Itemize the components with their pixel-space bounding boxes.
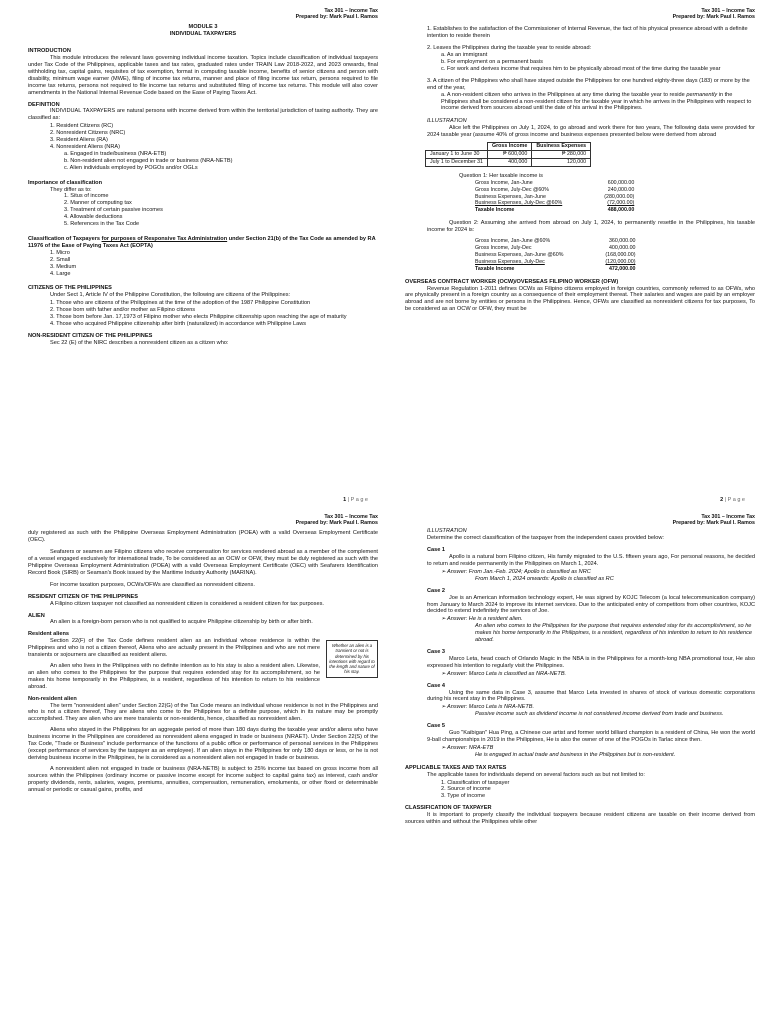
case-text: Marco Leta, head coach of Orlando Magic in the NBA is in the Philippines for a month-long NBA promotional tour, He also expressed his intention to regularly visit the Philippines.	[427, 655, 755, 669]
page-header	[615, 8, 755, 20]
page-header	[238, 514, 378, 526]
list-item: 1. Micro	[50, 249, 70, 256]
list-item: 1. Situs of income	[64, 193, 109, 200]
header-author: Prepared by: Mark Paul I. Ramos	[672, 14, 755, 21]
table-row: Gross Income, Jan-June @60% 360,000.00	[475, 238, 636, 245]
table-row: Business Expenses, July-Dec (120,000.00)	[475, 258, 636, 265]
ofw-heading: OVERSEAS CONTRACT WORKER (OCW)/OVERSEAS FILIPINO WORKER (OFW)	[405, 278, 619, 285]
illustration-heading: ILLUSTRATION	[427, 528, 467, 535]
nonresident-alien-text-2: Aliens who stayed in the Philippines for an aggregate period of more than 180 days during the taxable year and/or aliens who have business income in the Philippines are considered as nonresident aliens engaged in trade or business (NRAET). Under Section 22(S) of the Tax Code, "Trade or Business" include performance of the functions of a public office or performance of personal services in the Philippines (except performance of services by the taxpayer as an employee). If an alien stays in the Philippines for only 180 days or less, or he is not deriving business income in the Philippines, he is considered as a nonresident alien not engaged in trade or business.	[28, 727, 378, 761]
table-row: Gross Income, July-Dec 400,000.00	[475, 244, 636, 251]
header-course: Tax 301 – Income Tax	[324, 8, 378, 14]
table-row: Business Expenses, July-Dec @60% (72,000.00)	[475, 200, 635, 207]
list-item: 4. Allowable deductions	[64, 214, 123, 221]
resident-citizen-heading: RESIDENT CITIZEN OF THE PHILIPPINES	[28, 593, 139, 600]
header-course: Tax 301 – Income Tax	[701, 8, 755, 14]
list-item: 2. Small	[50, 256, 71, 263]
citizens-heading: CITIZENS OF THE PHILIPPINES	[28, 285, 112, 292]
sidebar-note: Whether an alien is a transient or not is determined by his intentions with regard to the length and nature of his stay.	[326, 640, 378, 677]
continued-text: duly registered as such with the Philippine Overseas Employment Administration (POEA) with a valid Overseas Employment Certificate (OEC).	[28, 530, 378, 544]
page-header	[238, 8, 378, 20]
header-course: Tax 301 – Income Tax	[324, 514, 378, 520]
module-number: MODULE 3	[188, 24, 218, 31]
nrc-heading: NON-RESIDENT CITIZEN OF THE PHILIPPINES	[28, 332, 153, 339]
document-page-1	[28, 8, 378, 508]
list-item: 3. A citizen of the Philippines who shall have stayed outside the Philippines for one hundred eighty-three days (183) or more by the end of the year,	[427, 77, 750, 91]
list-item: 3. Treatment of certain passive incomes	[64, 207, 163, 214]
table-row: Taxable Income 472,000.00	[475, 265, 636, 272]
illustration-text: Alice left the Philippines on July 1, 2024, to go abroad and work there for two years, The following data were provided for 2024 taxable year (assume 40% of gross income and business expenses presented below were derived from abroad	[427, 125, 755, 139]
question-1-computation	[473, 180, 636, 215]
taxpayer-class-list	[28, 123, 378, 171]
table-row: Taxable Income 488,000.00	[475, 207, 635, 214]
list-subitem: c. For work and derives income that requires him to be physically abroad most of the time during the taxable year	[441, 65, 721, 72]
case-text: Guo "Kaibigan" Hua Ping, a Chinese cue artist and former world billiard champion is a resident of China, He won the world 9-ball championships in 2019 in the Philippines, He is also the owner of one of the POGOs in Tarlac since then.	[427, 730, 755, 743]
header-author: Prepared by: Mark Paul I. Ramos	[295, 14, 378, 21]
case-answer: ➢ Answer: He is a resident alien.	[441, 616, 523, 623]
list-item: 1. Those who are citizens of the Philippines at the time of the adoption of the 1987 Philippine Constitution	[50, 300, 311, 307]
list-item: 2. Nonresident Citizens (NRC)	[50, 130, 126, 137]
list-item: 2. Manner of computing tax	[64, 200, 132, 207]
case-answer: ➢ Answer: Marco Leta is classified as NRA-NETB.	[441, 670, 567, 677]
importance-list	[28, 193, 378, 228]
list-item: 5. References in the Tax Code	[64, 221, 140, 228]
citizens-list	[28, 300, 378, 328]
list-subitem: c. Alien individuals employed by POGOs and/or OGLs	[64, 164, 198, 171]
list-subitem: b. For employment on a permanent basis	[441, 59, 543, 66]
seafarers-text: Seafarers or seamen are Filipino citizens who receive compensation for services rendered abroad as a member of the complement of a vessel engaged exclusively for international trade, To be considered as an OCW or OFW, they must be duly registered as such with the Philippine Overseas Employment Administration (POEA) with a valid Overseas Employment Certificate (OEC) with Seafarers Identification Record Book (SIRB) or Seaman's Book issued by the Maritime Industry Authority (MARINA).	[28, 549, 378, 576]
list-subitem: a. As an immigrant	[441, 52, 488, 59]
list-item: 1. Establishes to the satisfaction of the Commissioner of Internal Revenue, the fact of his physical presence abroad with a definite intention to reside therein	[427, 26, 748, 40]
header-author: Prepared by: Mark Paul I. Ramos	[295, 520, 378, 527]
list-item: 4. Those who acquired Philippine citizenship after birth (naturalized) in accordance with Philippine Laws	[50, 320, 307, 327]
case-title: Case 1	[427, 547, 446, 554]
case-title: Case 2	[427, 587, 446, 594]
header-author: Prepared by: Mark Paul I. Ramos	[672, 520, 755, 527]
document-page-4	[405, 514, 755, 1014]
case-answer-detail: An alien who comes to the Philippines for the purpose that requires extended stay for its accomplishment, so he makes his home temporarily in the Philippines, is a resident, regardless of his intention to return to his residence abroad.	[475, 623, 753, 644]
case-text: Apollo is a natural born Filipino citizen, His family migrated to the U.S. fifteen years ago, For personal reasons, he decided to return and reside permanently in the Philippines on March 1, 2024.	[427, 554, 755, 568]
table-row: Gross Income, July-Dec @60% 240,000.00	[475, 186, 635, 193]
case-title: Case 3	[427, 649, 446, 655]
illustration-text: Determine the correct classification of the taxpayer from the independent cases provided below:	[427, 535, 664, 542]
definition-text: INDIVIDUAL TAXPAYERS are natural persons with income derived from within the territorial jurisdiction of taxing authority. They are classified as:	[28, 108, 378, 122]
header-course: Tax 301 – Income Tax	[701, 514, 755, 520]
document-page-3	[28, 514, 378, 1014]
question-2-computation	[473, 238, 637, 273]
table-row: Business Expenses, Jan-June (280,000.00)	[475, 193, 635, 200]
list-item: 1. Classification of taxpayer	[441, 779, 510, 786]
alien-text: An alien is a foreign-born person who is not qualified to acquire Philippine citizenship by birth or after birth.	[50, 619, 313, 626]
classification-of-taxpayer-text: It is important to properly classify the individual taxpayers because resident citizens are taxable on their income derived from sources within and without the Philippines while other	[405, 812, 755, 826]
list-item: 3. Resident Aliens (RA)	[50, 137, 108, 144]
case-answer: ➢ Answer: Marco Leta is NRA-NETB.	[441, 704, 535, 711]
question-1: Question 1: Her taxable income is	[459, 172, 543, 179]
nrc-text: Sec 22 (E) of the NIRC describes a nonresident citizen as a citizen who:	[50, 339, 229, 346]
resident-aliens-text: Section 22(F) of the Tax Code defines resident alien as an individual whose residence is within the Philippines and who is not a citizen thereof, Aliens who are actually present in the Philippines and who are not mere transients or sojourners are classified as resident aliens.	[28, 638, 320, 659]
importance-intro: They differ as to:	[50, 186, 92, 193]
applicable-taxes-text: The applicable taxes for individuals depend on several factors such as but not limited to:	[427, 771, 645, 778]
list-item: 1. Resident Citizens (RC)	[50, 123, 114, 130]
intro-heading: INTRODUCTION	[28, 48, 71, 55]
case-answer-detail: Passive income such as dividend income is not considered income derived from trade and business.	[475, 711, 724, 718]
table-row: Business Expenses, Jan-June @60% (168,000.00)	[475, 251, 636, 258]
illustration-heading: ILLUSTRATION	[427, 118, 467, 125]
list-item: 4. Nonresident Aliens (NRA)	[50, 144, 120, 150]
case-answer-detail: From March 1, 2024 onwards: Apollo is classified as RC	[475, 575, 614, 582]
page-footer: 1 | P a g e	[343, 497, 368, 504]
table-row: July 1 to December 31 400,000 120,000	[426, 158, 591, 166]
page-header	[615, 514, 755, 526]
question-2: Question 2: Assuming she arrived from abroad on July 1, 2024, to permanently resettle in the Philippines, his taxable income for 2024 is:	[427, 220, 755, 234]
ofw-text: Revenue Regulation 1-2011 defines OCWs as Filipino citizens employed in foreign countries, commonly referred to as OFWs, who are physically present in a foreign country as a consequence of their employment thereat. Their salaries and wages are paid by an employer abroad and are not borne by entities or persons in the Philippines. Hence, OFWs are classified as nonresident citizens for tax purposes, To be considered as an OCW or OFW, they must be	[405, 285, 755, 313]
intro-text: This module introduces the relevant laws governing individual income taxation. Topics include classification of individual taxpayers under Tax Code of the Philippines, applicable taxes and tax rates, graduated rates under TRAIN Law 2018-2022, and 2023 onwards, final withholding tax, capital gains, requisites of tax exemption, format in computing taxable income, benefits of senior citizens and person with disability, minimum wage earner (MWE), filing of income tax returns, manner and place of filing income tax return, persons required to file income tax returns, persons not required to file income tax returns and substituted filing of income tax returns. This module will also cover amendments in the National Internal Revenue Code based on the Ease of Paying Taxes Act.	[28, 55, 378, 96]
table-row: January 1 to June 30 ₱ 600,000 ₱ 280,000	[426, 151, 591, 159]
page-footer: 2 | P a g e	[720, 497, 745, 504]
case-text: Joe is an American information technology expert, He was signed by KOJC Telecom (a local telecommunication company) from January to March 2024 to improve its internet services. Due to the anticipated entry of competitors from other countries, KOJC decided to extend indefinitely the services of Joe.	[427, 594, 755, 615]
resident-aliens-text-2: An alien who lives in the Philippines with no definite intention as to his stay is also a resident alien. Likewise, an alien who comes to the Philippines for the purpose that requires extended stay for its accomplishment, so he makes his home temporarily in the Philippines, is a resident, regardless of his intention to return to his residence abroad.	[28, 663, 320, 690]
classification-of-taxpayer-heading: CLASSIFICATION OF TAXPAYER	[405, 805, 492, 812]
case-title: Case 4	[427, 682, 446, 689]
list-item: 2. Leaves the Philippines during the taxable year to reside abroad:	[427, 45, 592, 52]
list-item: 2. Those born with father and/or mother as Filipino citizens	[50, 307, 196, 314]
list-subitem: a. A non-resident citizen who arrives in the Philippines at any time during the taxable year to reside permanently in the Philippines shall be considered a non-resident citizen for the taxable year in which he arrives in the Philippines with respect to income derived from sources abroad until the date of his arrival in the Philippines.	[441, 91, 752, 112]
list-item: 3. Medium	[50, 263, 77, 270]
case-answer: ➢ Answer: From Jan.-Feb. 2024; Apollo is classified as NRC	[441, 568, 591, 575]
classification-heading: Classification of Taxpayers for purposes of Responsive Tax Administration under Section 21(b) of the Tax Code as amended by RA 11976 of the Ease of Paying Taxes Act (EOPTA)	[28, 235, 376, 249]
module-title: INDIVIDUAL TAXPAYERS	[169, 31, 237, 38]
resident-aliens-heading: Resident aliens	[28, 631, 70, 638]
citizens-text: Under Sect 1, Article IV of the Philippine Constitution, the following are citizens of the Philippines:	[50, 292, 291, 299]
list-item: 3. Those born before Jan. 17,1973 of Filipino mother who elects Philippine citizenship upon reaching the age of maturity	[50, 314, 347, 321]
factors-list	[405, 780, 755, 801]
case-answer-detail: He is engaged in actual trade and business in the Philippines but is non-resident.	[475, 751, 676, 758]
definition-heading: DEFINITION	[28, 101, 60, 108]
list-subitem: b. Non-resident alien not engaged in trade or business (NRA-NETB)	[64, 157, 233, 164]
list-subitem: a. Engaged in trade/business (NRA-ETB)	[64, 150, 167, 157]
applicable-taxes-heading: APPLICABLE TAXES AND TAX RATES	[405, 764, 507, 771]
table-row: Gross Income, Jan-June 600,000.00	[475, 179, 635, 186]
importance-heading: Importance of classification	[28, 179, 102, 186]
list-item: 3. Type of income	[441, 793, 486, 800]
case-title: Case 5	[427, 723, 446, 730]
table-header-row: Gross Income Business Expenses	[426, 143, 591, 151]
nonresident-alien-text-3: A nonresident alien not engaged in trade or business (NRA-NETB) is subject to 25% income tax based on gross income from all sources within the Philippines (ordinary income or passive income except for income subject to capital gains tax) as interest, cash and/or property dividends, rents, salaries, wages, premiums, annuities, compensation, remuneration, emoluments, or other fixed or determinable annual or periodic or casual gains, profits, and	[28, 765, 378, 793]
nonresident-alien-heading: Non-resident alien	[28, 695, 77, 702]
resident-citizen-text: A Filipino citizen taxpayer not classified as nonresident citizen is considered a resident citizen for tax purposes.	[50, 600, 324, 607]
alien-heading: ALIEN	[28, 612, 45, 619]
list-item: 4. Large	[50, 270, 71, 277]
ofw-classification-text: For income taxation purposes, OCWs/OFWs are classified as nonresident citizens.	[50, 581, 255, 588]
income-table	[425, 142, 591, 167]
document-page-2	[405, 8, 755, 508]
size-list	[28, 250, 378, 278]
case-text: Using the same data in Case 3, assume that Marco Leta invested in shares of stock of various domestic corporations during his recent stay in the Philippines.	[427, 689, 755, 703]
list-item: 2. Source of income	[441, 786, 491, 793]
nonresident-alien-text: The term "nonresident alien" under Section 22(G) of the Tax Code means an individual whose residence is not in the Philippines and who is not a citizen thereof, They are aliens who come to the Philippines for a definite purpose, which in its nature may be promptly accomplished. They are alien who are mere transients or non-residents, hence, classified as nonresident alien.	[28, 702, 378, 723]
case-answer: ➢ Answer: NRA-ETB	[441, 744, 494, 751]
